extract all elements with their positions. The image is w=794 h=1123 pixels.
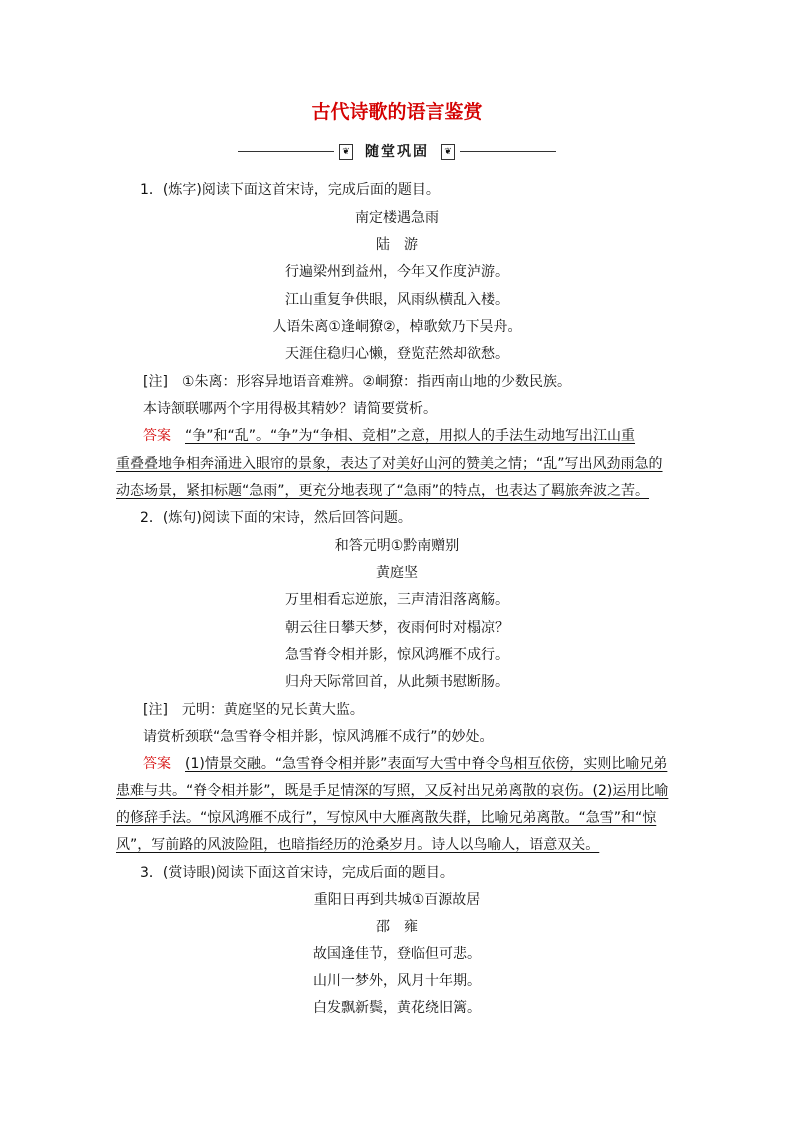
q1-answer-line: [116, 454, 663, 474]
q2-answer-line: [116, 781, 668, 801]
q2-poem-line: 朝云往日攀天梦，夜雨何时对榻凉？: [285, 620, 509, 636]
q2-poem-line: 急雪脊令相并影，惊风鸿雁不成行。: [285, 647, 509, 663]
q2-poem-line: 归舟天际常回首，从此频书慰断肠。: [285, 674, 509, 690]
q3-prompt: 3．(赏诗眼)阅读下面这首宋诗，完成后面的题目。: [140, 865, 454, 881]
q1-poem-title: 南定楼遇急雨: [355, 210, 439, 226]
q1-answer-line: [143, 426, 635, 446]
q2-note: [注] 元明：黄庭坚的兄长黄大监。: [143, 702, 364, 718]
q2-answer-text: 患难与共。“脊令相并影”，既是手足情深的写照，又反衬出兄弟离散的哀伤。(2)运用比喻: [116, 783, 669, 799]
q2-answer-line: [116, 808, 656, 828]
q1-poem-line: 行遍梁州到益州，今年又作度泸游。: [285, 264, 509, 280]
q3-poem-line: 白发飘新鬓，黄花绕旧篱。: [313, 1000, 481, 1016]
q2-answer-text: 的修辞手法。“惊风鸿雁不成行”，写惊风中大雁离散失群，比喻兄弟离散。“急雪”和“惊: [116, 810, 657, 826]
q1-answer-text: “争”和“乱”。“争”为“争相、竞相”之意，用拟人的手法生动地写出江山重: [185, 428, 636, 444]
q1-note: [注] ①朱离：形容异地语音难辨。②峒獠：指西南山地的少数民族。: [143, 374, 572, 390]
q2-question: 请赏析颈联“急雪脊令相并影，惊风鸿雁不成行”的妙处。: [143, 729, 494, 745]
q3-poem-line: 山川一梦外，风月十年期。: [313, 973, 481, 989]
answer-label: 答案: [143, 756, 171, 772]
q1-answer-text: 重叠叠地争相奔涌进入眼帘的景象，表达了对美好山河的赞美之情；“乱”写出风劲雨急的: [116, 456, 663, 472]
q2-poem-title: 和答元明①黔南赠别: [334, 538, 460, 554]
section-label: 随堂巩固: [365, 144, 429, 160]
q1-answer-line: [116, 481, 649, 501]
ornament-icon-right: ❦: [441, 144, 455, 160]
q3-poem-title: 重阳日再到共城①百源故居: [313, 892, 481, 908]
q2-answer-text: (1)情景交融。“急雪脊令相并影”表面写大雪中脊令鸟相互依傍，实则比喻兄弟: [185, 756, 668, 772]
q2-prompt: 2．(炼句)阅读下面的宋诗，然后回答问题。: [140, 510, 412, 526]
q2-answer-line: [143, 754, 667, 774]
section-divider: [238, 143, 556, 161]
q2-answer-line: [116, 835, 599, 855]
q1-poem-line: 天涯住稳归心懒，登览茫然却欲愁。: [285, 346, 509, 362]
q1-poem-line: 江山重复争供眼，风雨纵横乱入楼。: [285, 292, 509, 308]
page-title: 古代诗歌的语言鉴赏: [311, 101, 483, 123]
q3-author: 邵 雍: [376, 919, 418, 935]
divider-line-right: [460, 151, 556, 152]
q1-author: 陆 游: [376, 237, 418, 253]
ornament-icon-left: ❦: [339, 144, 353, 160]
answer-label: 答案: [143, 428, 171, 444]
q1-prompt: 1．(炼字)阅读下面这首宋诗，完成后面的题目。: [140, 182, 440, 198]
q1-poem-line: 人语朱离①逢峒獠②，棹歌欸乃下吴舟。: [272, 319, 522, 335]
q2-answer-text: 风”，写前路的风波险阻，也暗指经历的沧桑岁月。诗人以鸟喻人，语意双关。: [116, 837, 600, 853]
q1-question: 本诗颔联哪两个字用得极其精妙？请简要赏析。: [143, 401, 437, 417]
q2-author: 黄庭坚: [376, 565, 418, 581]
q1-answer-text: 动态场景，紧扣标题“急雨”，更充分地表现了“急雨”的特点，也表达了羁旅奔波之苦。: [116, 483, 650, 499]
q3-poem-line: 故国逢佳节，登临但可悲。: [313, 946, 481, 962]
divider-line-left: [238, 151, 334, 152]
q2-poem-line: 万里相看忘逆旅，三声清泪落离觞。: [285, 592, 509, 608]
